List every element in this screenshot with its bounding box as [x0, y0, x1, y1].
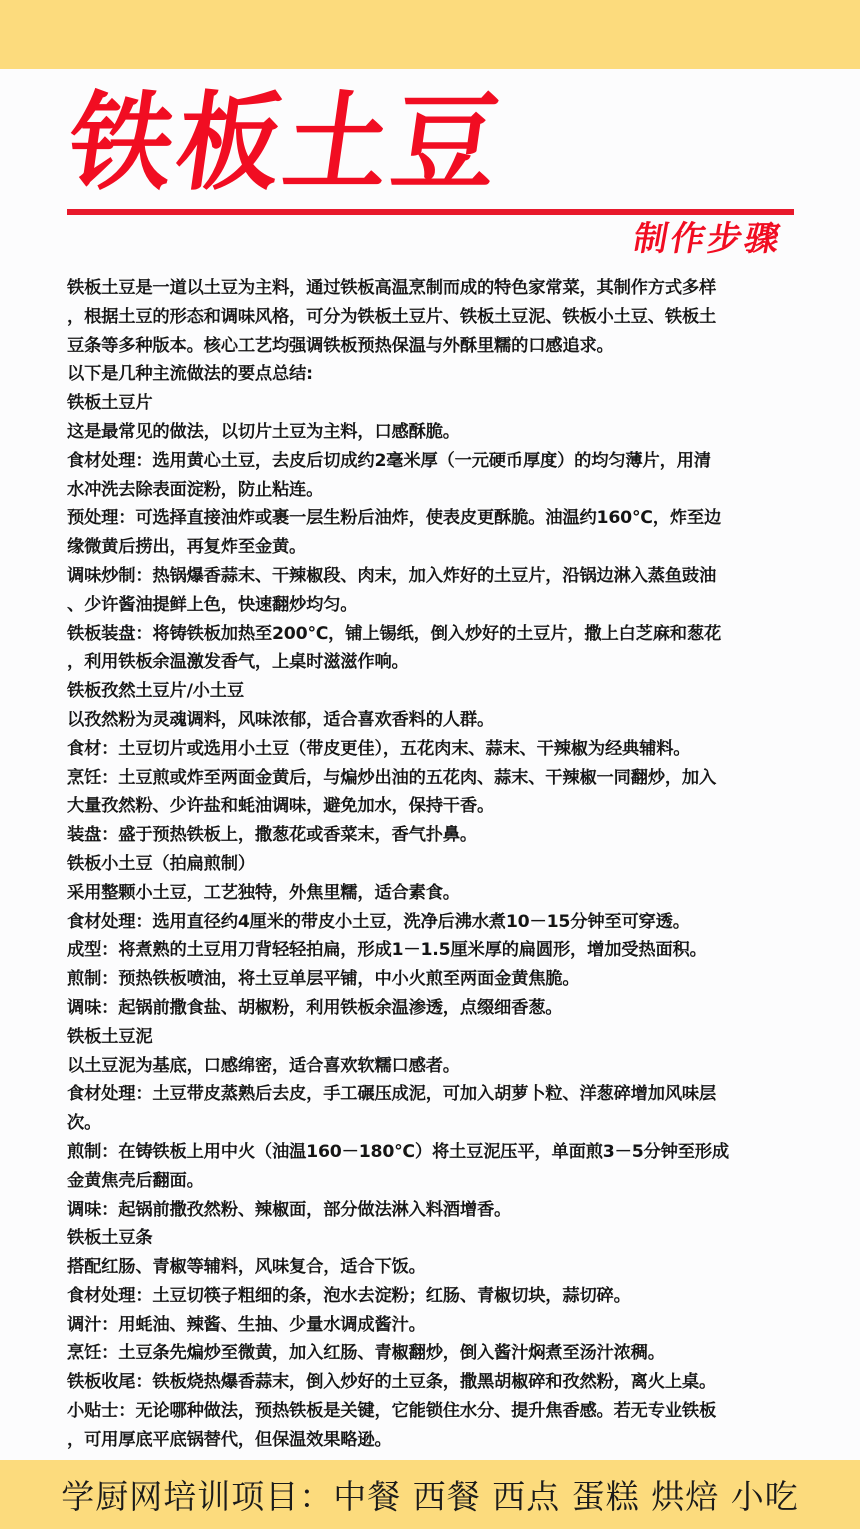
section-heading: 铁板孜然土豆片/小土豆 [67, 681, 244, 702]
paragraph-line: 铁板收尾：铁板烧热爆香蒜末，倒入炒好的土豆条，撒黑胡椒碎和孜然粉，离火上桌。 [67, 1372, 717, 1393]
recipe-body [67, 274, 802, 1455]
paragraph-line: 调味：起锅前撒食盐、胡椒粉，利用铁板余温渗透，点缀细香葱。 [67, 997, 563, 1018]
paragraph-line: 煎制：预热铁板喷油，将土豆单层平铺，中小火煎至两面金黄焦脆。 [67, 969, 580, 990]
paragraph-line: 食材：土豆切片或选用小土豆（带皮更佳），五花肉末、蒜末、干辣椒为经典辅料。 [67, 738, 691, 759]
paragraph-line: 调汁：用蚝油、辣酱、生抽、少量水调成酱汁。 [67, 1314, 426, 1335]
title-divider [67, 209, 794, 215]
section-heading: 铁板土豆片 [67, 393, 153, 414]
paragraph-line: 以下是几种主流做法的要点总结: [67, 364, 313, 385]
top-banner [0, 0, 860, 69]
paragraph-line: 采用整颗小土豆，工艺独特，外焦里糯，适合素食。 [67, 882, 460, 903]
paragraph-line: ，根据土豆的形态和调味风格，可分为铁板土豆片、铁板土豆泥、铁板小土豆、铁板土 [67, 306, 717, 327]
section-heading: 铁板土豆泥 [67, 1026, 153, 1047]
page-subtitle: 制作步骤 [630, 219, 786, 259]
paragraph-line: 以土豆泥为基底，口感绵密，适合喜欢软糯口感者。 [67, 1055, 460, 1076]
paragraph-line: 烹饪：土豆条先煸炒至微黄，加入红肠、青椒翻炒，倒入酱汁焖煮至汤汁浓稠。 [67, 1343, 665, 1364]
section-heading: 铁板小土豆（拍扁煎制） [67, 853, 255, 874]
paragraph-line: 铁板土豆是一道以土豆为主料，通过铁板高温烹制而成的特色家常菜，其制作方式多样 [67, 278, 717, 298]
paragraph-line: 预处理：可选择直接油炸或裹一层生粉后油炸，使表皮更酥脆。油温约160℃，炸至边 [67, 508, 722, 529]
paragraph-line: 食材处理：选用直径约4厘米的带皮小土豆，洗净后沸水煮10－15分钟至可穿透。 [67, 911, 690, 932]
paragraph-line: 小贴士：无论哪种做法，预热铁板是关键，它能锁住水分、提升焦香感。若无专业铁板 [67, 1401, 717, 1422]
paragraph-line: ，可用厚底平底锅替代，但保温效果略逊。 [67, 1429, 392, 1450]
footer-banner [0, 1460, 860, 1529]
paragraph-line: 食材处理：选用黄心土豆，去皮后切成约2毫米厚（一元硬币厚度）的均匀薄片，用清 [67, 450, 711, 471]
paragraph-line: 豆条等多种版本。核心工艺均强调铁板预热保温与外酥里糯的口感追求。 [67, 335, 614, 356]
paragraph-line: 成型：将煮熟的土豆用刀背轻轻拍扁，形成1－1.5厘米厚的扁圆形，增加受热面积。 [67, 940, 707, 961]
paragraph-line: 水冲洗去除表面淀粉，防止粘连。 [67, 479, 324, 500]
paragraph-line: 煎制：在铸铁板上用中火（油温160－180℃）将土豆泥压平，单面煎3－5分钟至形成 [67, 1141, 729, 1162]
paragraph-line: 装盘：盛于预热铁板上，撒葱花或香菜末，香气扑鼻。 [67, 825, 477, 846]
paragraph-line: 金黄焦壳后翻面。 [67, 1170, 204, 1191]
paragraph-line: 调味：起锅前撒孜然粉、辣椒面，部分做法淋入料酒增香。 [67, 1199, 512, 1220]
paragraph-line: 次。 [67, 1113, 102, 1134]
paragraph-line: 这是最常见的做法，以切片土豆为主料，口感酥脆。 [67, 421, 460, 442]
paragraph-line: 、少许酱油提鲜上色，快速翻炒均匀。 [67, 594, 358, 615]
page-title: 铁板土豆 [60, 80, 511, 206]
section-heading: 铁板土豆条 [67, 1228, 153, 1249]
footer-text: 学厨网培训项目：中餐 西餐 西点 蛋糕 烘焙 小吃 [61, 1477, 799, 1516]
paragraph-line: 烹饪：土豆煎或炸至两面金黄后，与煸炒出油的五花肉、蒜末、干辣椒一同翻炒，加入 [67, 767, 717, 788]
paragraph-line: 搭配红肠、青椒等辅料，风味复合，适合下饭。 [67, 1257, 426, 1278]
paragraph-line: 食材处理：土豆带皮蒸熟后去皮，手工碾压成泥，可加入胡萝卜粒、洋葱碎增加风味层 [67, 1084, 717, 1105]
paragraph-line: 食材处理：土豆切筷子粗细的条，泡水去淀粉；红肠、青椒切块，蒜切碎。 [67, 1285, 631, 1306]
paragraph-line: 大量孜然粉、少许盐和蚝油调味，避免加水，保持干香。 [67, 796, 495, 817]
paragraph-line: 调味炒制：热锅爆香蒜末、干辣椒段、肉末，加入炸好的土豆片，沿锅边淋入蒸鱼豉油 [67, 565, 717, 586]
paragraph-line: 以孜然粉为灵魂调料，风味浓郁，适合喜欢香料的人群。 [67, 709, 495, 730]
paragraph-line: 缘微黄后捞出，再复炸至金黄。 [67, 537, 307, 558]
paragraph-line: 铁板装盘：将铸铁板加热至200℃，铺上锡纸，倒入炒好的土豆片，撒上白芝麻和葱花 [67, 623, 722, 644]
paragraph-line: ，利用铁板余温激发香气，上桌时滋滋作响。 [67, 652, 409, 673]
